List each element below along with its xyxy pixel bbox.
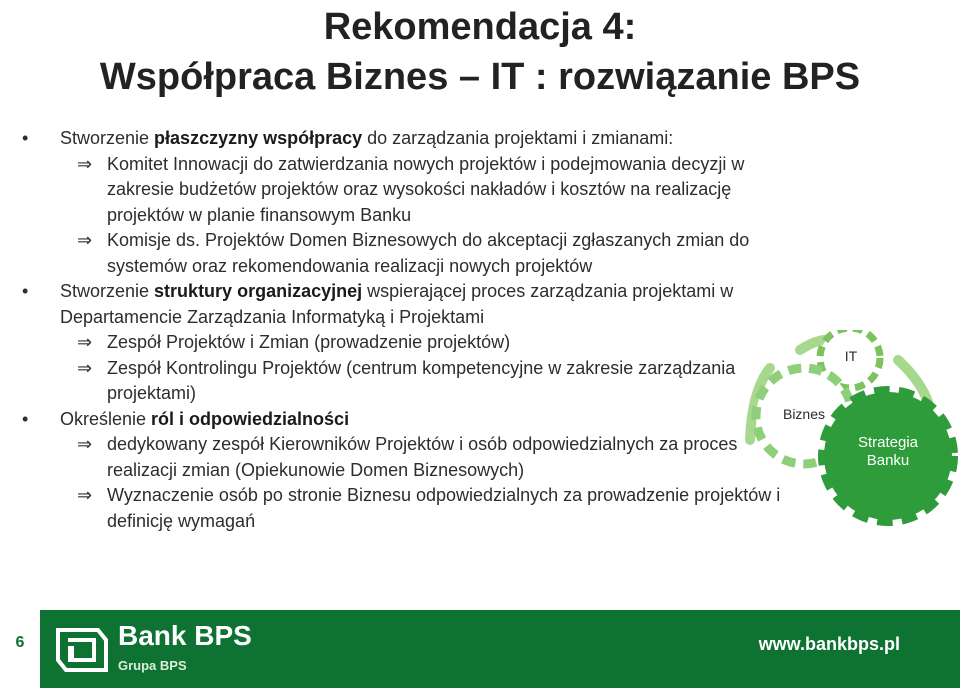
- sub-item: ⇒ dedykowany zespół Kierowników Projektów i osób odpowiedzialnych za proces realizacji zmian (Opiekunowie Domen Biznesowych): [77, 434, 738, 480]
- bullet-icon: •: [22, 128, 29, 148]
- bullet-section-2: • Stworzenie struktury organizacyjnej wspierającej proces zarządzania projektami w Departamencie Zarządzania Informatyką i Projektami: [22, 281, 734, 327]
- slide-content: [22, 126, 782, 534]
- brand-group: Grupa BPS: [118, 658, 187, 673]
- bullet-icon: •: [22, 281, 29, 301]
- sub-item: ⇒ Wyznaczenie osób po stronie Biznesu odpowiedzialnych za prowadzenie projektów i definicję wymagań: [77, 485, 781, 531]
- biznes-label: Biznes: [782, 406, 826, 422]
- emphasis-text: struktury organizacyjnej: [154, 281, 363, 301]
- arrow-icon: ⇒: [77, 153, 93, 174]
- arrow-icon: ⇒: [77, 332, 93, 352]
- strategia-label: Strategia Banku: [857, 434, 919, 469]
- sub-item: ⇒ Zespół Kontrolingu Projektów (centrum kompetencyjne w zakresie zarządzania projektami): [77, 357, 736, 403]
- emphasis-text: ról i odpowiedzialności: [151, 408, 350, 429]
- sub-item: ⇒ Komisje ds. Projektów Domen Biznesowych do akceptacji zgłaszanych zmian do systemów oraz rekomendowania realizacji nowych projektów: [77, 230, 750, 276]
- sub-item: ⇒ Zespół Projektów i Zmian (prowadzenie projektów): [22, 330, 782, 356]
- footer: [0, 592, 960, 700]
- it-label: IT: [844, 348, 858, 364]
- gear-diagram: [740, 330, 960, 580]
- page-number: 6: [15, 634, 25, 651]
- title-line-2: Współpraca Biznes – IT : rozwiązanie BPS: [99, 56, 861, 98]
- emphasis-text: płaszczyzny współpracy: [154, 128, 363, 148]
- arrow-icon: ⇒: [77, 434, 93, 454]
- sub-item: ⇒ Komitet Innowacji do zatwierdzania nowych projektów i podejmowania decyzji w zakresie budżetów projektów oraz wysokości nakładów i kosztów na realizację projektów w planie finansowym Banku: [77, 153, 745, 225]
- arrow-icon: ⇒: [77, 357, 93, 378]
- title-line-1: Rekomendacja 4:: [323, 6, 637, 48]
- bullet-section-3: • Określenie ról i odpowiedzialności: [22, 407, 782, 433]
- bank-bps-logo-icon: [54, 622, 110, 678]
- arrow-icon: ⇒: [77, 485, 93, 505]
- brand-name: Bank BPS: [118, 620, 252, 651]
- bullet-icon: •: [22, 408, 29, 429]
- bullet-section-1: • Stworzenie płaszczyzny współpracy do zarządzania projektami i zmianami:: [22, 126, 782, 152]
- arrow-icon: ⇒: [77, 230, 93, 250]
- website-url: www.bankbps.pl: [758, 634, 900, 654]
